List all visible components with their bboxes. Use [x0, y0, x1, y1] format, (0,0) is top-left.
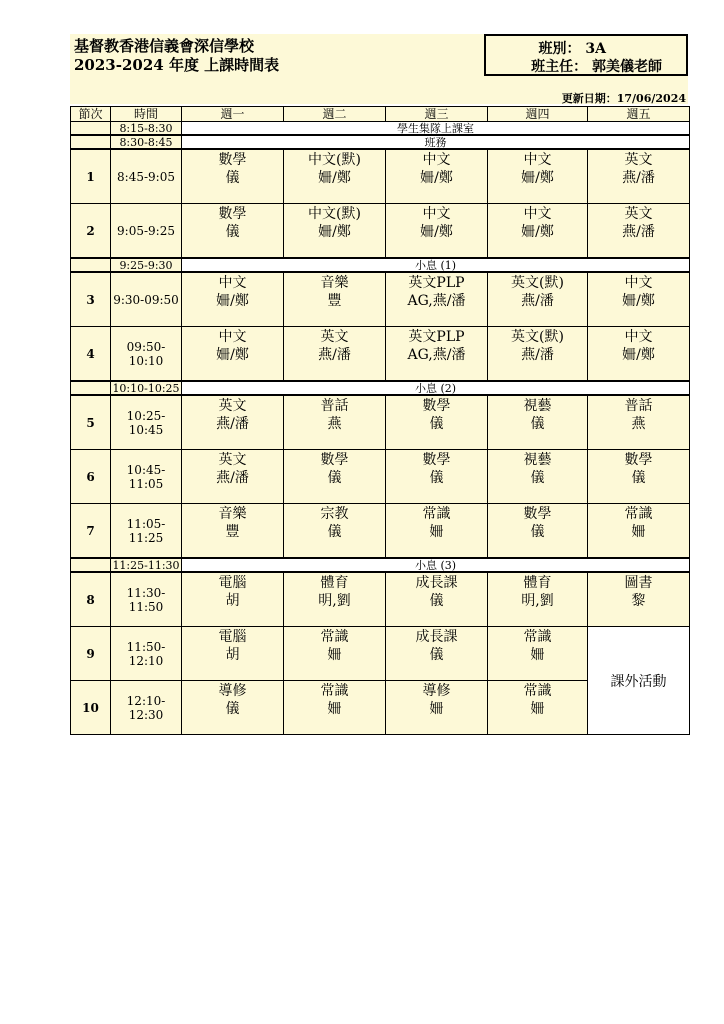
- teacher-name: 明,劉: [521, 593, 554, 609]
- period-number-cell: 9: [71, 627, 111, 681]
- time-cell: 10:25-10:45: [111, 395, 182, 450]
- subject-cell: [488, 149, 588, 204]
- subject-name: 普話: [624, 398, 653, 414]
- teacher-name: 姍: [429, 701, 444, 717]
- lesson-row: [71, 204, 690, 259]
- teacher-name: 姍/鄭: [318, 170, 351, 186]
- time-cell: 10:45-11:05: [111, 450, 182, 504]
- teacher-name: 儀: [429, 470, 444, 486]
- subject-name: 英文PLP: [408, 275, 465, 291]
- extracurricular-cell: 課外活動: [588, 627, 690, 735]
- period-number-cell: 10: [71, 681, 111, 735]
- subject-cell: [182, 272, 284, 327]
- period-number-cell: [71, 258, 111, 272]
- column-header: 週四: [488, 107, 588, 122]
- time-cell: 9:30-09:50: [111, 272, 182, 327]
- subject-name: 視藝: [523, 398, 552, 414]
- subject-name: 普話: [320, 398, 349, 414]
- period-number-cell: [71, 381, 111, 395]
- subject-cell: [182, 681, 284, 735]
- lesson-row: [71, 450, 690, 504]
- subject-cell: [386, 572, 488, 627]
- break-row: [71, 135, 690, 149]
- subject-cell: [284, 627, 386, 681]
- subject-cell: [488, 627, 588, 681]
- subject-cell: [588, 395, 690, 450]
- subject-cell: [488, 681, 588, 735]
- time-cell: 10:10-10:25: [112, 381, 180, 395]
- subject-cell: [182, 204, 284, 259]
- lesson-row: [71, 504, 690, 559]
- period-number-cell: [71, 122, 111, 136]
- break-label: 學生集隊上課室: [182, 122, 690, 136]
- subject-cell: [488, 204, 588, 259]
- time-cell: 11:25-11:30: [112, 558, 180, 572]
- subject-name: 數學: [624, 452, 653, 468]
- teacher-name: 燕/潘: [622, 224, 655, 240]
- time-cell: 09:50-10:10: [111, 327, 182, 382]
- subject-name: 英文PLP: [408, 329, 465, 345]
- time-cell: 12:10-12:30: [111, 681, 182, 735]
- break-row: [71, 558, 690, 572]
- period-number-cell: 2: [71, 204, 111, 259]
- subject-name: 導修: [218, 683, 247, 699]
- lesson-row: [71, 149, 690, 204]
- subject-name: 數學: [422, 452, 451, 468]
- subject-cell: [182, 572, 284, 627]
- break-row: [71, 381, 690, 395]
- teacher-name: 燕/潘: [521, 293, 554, 309]
- time-cell: 8:15-8:30: [111, 122, 182, 136]
- subject-cell: [284, 272, 386, 327]
- teacher-name: 豐: [327, 293, 342, 309]
- break-row: [71, 258, 690, 272]
- teacher-name: 儀: [530, 524, 545, 540]
- subject-name: 電腦: [218, 629, 247, 645]
- update-date: 更新日期：17/06/2024: [561, 92, 686, 105]
- subject-cell: [588, 450, 690, 504]
- teacher-label: 班主任：: [531, 59, 588, 75]
- school-name: 基督教香港信義會深信學校: [74, 37, 255, 55]
- break-label: 班務: [182, 135, 690, 149]
- subject-cell: [284, 681, 386, 735]
- subject-cell: [182, 327, 284, 382]
- teacher-name: 燕: [631, 416, 646, 432]
- subject-name: 體育: [523, 575, 552, 591]
- break-label: 小息 (3): [182, 558, 690, 572]
- teacher-row: [531, 56, 662, 76]
- subject-name: 數學: [218, 206, 247, 222]
- subject-name: 音樂: [218, 506, 247, 522]
- teacher-name: 儀: [327, 524, 342, 540]
- teacher-name: 儀: [530, 470, 545, 486]
- subject-name: 常識: [624, 506, 653, 522]
- lesson-row: [71, 572, 690, 627]
- teacher-name: 儀: [225, 701, 240, 717]
- period-number-cell: [71, 135, 111, 149]
- time-cell: 9:05-9:25: [111, 204, 182, 259]
- subject-name: 宗教: [320, 506, 349, 522]
- teacher-name: 儀: [530, 416, 545, 432]
- subject-cell: [284, 450, 386, 504]
- subject-name: 英文(默): [511, 329, 564, 345]
- subject-cell: [284, 204, 386, 259]
- teacher-name: AG,燕/潘: [407, 347, 466, 363]
- subject-name: 中文(默): [308, 152, 361, 168]
- subject-cell: [488, 450, 588, 504]
- column-header: 時間: [111, 107, 182, 122]
- teacher-name: 姍/鄭: [622, 293, 655, 309]
- break-row: [71, 122, 690, 136]
- subject-name: 體育: [320, 575, 349, 591]
- subject-name: 中文(默): [308, 206, 361, 222]
- teacher-name: 黎: [631, 593, 646, 609]
- subject-name: 英文: [624, 152, 653, 168]
- column-header: 週二: [284, 107, 386, 122]
- subject-name: 中文: [422, 152, 451, 168]
- subject-cell: [588, 504, 690, 559]
- teacher-name: 胡: [225, 647, 240, 663]
- period-number-cell: 4: [71, 327, 111, 382]
- subject-cell: [182, 149, 284, 204]
- time-cell: 8:30-8:45: [111, 135, 182, 149]
- subject-name: 中文: [523, 152, 552, 168]
- subject-name: 中文: [422, 206, 451, 222]
- teacher-name: 姍/鄭: [420, 224, 453, 240]
- period-number-cell: 7: [71, 504, 111, 559]
- teacher-name: 燕/潘: [318, 347, 351, 363]
- subject-cell: [284, 327, 386, 382]
- subject-cell: [386, 272, 488, 327]
- subject-name: 常識: [320, 629, 349, 645]
- subject-cell: [588, 272, 690, 327]
- subject-name: 電腦: [218, 575, 247, 591]
- period-number-cell: [71, 558, 111, 572]
- teacher-value: 郭美儀老師: [592, 59, 662, 75]
- teacher-name: 燕/潘: [216, 416, 249, 432]
- teacher-name: 儀: [631, 470, 646, 486]
- class-value: 3A: [585, 41, 606, 57]
- teacher-name: 豐: [225, 524, 240, 540]
- subject-name: 數學: [422, 398, 451, 414]
- teacher-name: 儀: [429, 593, 444, 609]
- column-header: 節次: [71, 107, 111, 122]
- teacher-name: 姍/鄭: [521, 170, 554, 186]
- subject-name: 中文: [624, 275, 653, 291]
- subject-name: 成長課: [415, 575, 458, 591]
- column-header: 週一: [182, 107, 284, 122]
- timetable-title: 2023-2024 年度 上課時間表: [74, 56, 280, 74]
- teacher-name: 燕/潘: [521, 347, 554, 363]
- teacher-name: 姍/鄭: [216, 293, 249, 309]
- teacher-name: 姍: [327, 647, 342, 663]
- subject-cell: [284, 504, 386, 559]
- time-cell: 8:45-9:05: [111, 149, 182, 204]
- teacher-name: AG,燕/潘: [407, 293, 466, 309]
- teacher-name: 儀: [225, 170, 240, 186]
- teacher-name: 燕/潘: [622, 170, 655, 186]
- header-row: [71, 107, 690, 122]
- class-info-box: [484, 34, 688, 76]
- teacher-name: 儀: [225, 224, 240, 240]
- teacher-name: 姍/鄭: [521, 224, 554, 240]
- time-cell: 11:50-12:10: [111, 627, 182, 681]
- teacher-name: 胡: [225, 593, 240, 609]
- subject-name: 視藝: [523, 452, 552, 468]
- teacher-name: 姍: [429, 524, 444, 540]
- teacher-name: 燕/潘: [216, 470, 249, 486]
- lesson-row: [71, 627, 690, 681]
- subject-cell: [488, 395, 588, 450]
- subject-cell: [386, 395, 488, 450]
- subject-name: 英文: [624, 206, 653, 222]
- column-header: 週五: [588, 107, 690, 122]
- subject-name: 中文: [218, 275, 247, 291]
- subject-name: 中文: [523, 206, 552, 222]
- lesson-row: [71, 395, 690, 450]
- column-header: 週三: [386, 107, 488, 122]
- subject-name: 成長課: [415, 629, 458, 645]
- subject-cell: [588, 204, 690, 259]
- subject-cell: [182, 627, 284, 681]
- subject-cell: [386, 204, 488, 259]
- subject-cell: [488, 272, 588, 327]
- lesson-row: [71, 327, 690, 382]
- teacher-name: 儀: [429, 647, 444, 663]
- subject-name: 數學: [523, 506, 552, 522]
- timetable: [70, 106, 690, 735]
- subject-cell: [588, 149, 690, 204]
- subject-cell: [588, 327, 690, 382]
- subject-name: 常識: [320, 683, 349, 699]
- teacher-name: 儀: [327, 470, 342, 486]
- lesson-row: [71, 272, 690, 327]
- subject-cell: [284, 149, 386, 204]
- subject-name: 常識: [523, 629, 552, 645]
- teacher-name: 姍: [327, 701, 342, 717]
- subject-name: 導修: [422, 683, 451, 699]
- break-label: 小息 (1): [182, 258, 690, 272]
- period-number-cell: 3: [71, 272, 111, 327]
- subject-cell: [386, 450, 488, 504]
- subject-cell: [386, 504, 488, 559]
- teacher-name: 儀: [429, 416, 444, 432]
- break-label: 小息 (2): [182, 381, 690, 395]
- subject-name: 數學: [320, 452, 349, 468]
- class-row: [539, 38, 606, 58]
- class-label: 班別：: [538, 41, 581, 57]
- subject-name: 英文: [320, 329, 349, 345]
- teacher-name: 明,劉: [318, 593, 351, 609]
- subject-cell: [182, 504, 284, 559]
- subject-name: 音樂: [320, 275, 349, 291]
- period-number-cell: 5: [71, 395, 111, 450]
- subject-cell: [488, 327, 588, 382]
- subject-name: 中文: [624, 329, 653, 345]
- subject-name: 英文: [218, 452, 247, 468]
- period-number-cell: 1: [71, 149, 111, 204]
- subject-name: 常識: [422, 506, 451, 522]
- teacher-name: 姍: [530, 647, 545, 663]
- time-cell: 11:05-11:25: [111, 504, 182, 559]
- subject-cell: [284, 572, 386, 627]
- time-cell: 11:30-11:50: [111, 572, 182, 627]
- subject-cell: [588, 572, 690, 627]
- subject-name: 英文(默): [511, 275, 564, 291]
- teacher-name: 姍/鄭: [318, 224, 351, 240]
- teacher-name: 燕: [327, 416, 342, 432]
- subject-cell: [386, 149, 488, 204]
- subject-name: 中文: [218, 329, 247, 345]
- time-cell: 9:25-9:30: [111, 258, 182, 272]
- period-number-cell: 6: [71, 450, 111, 504]
- teacher-name: 姍: [530, 701, 545, 717]
- subject-name: 常識: [523, 683, 552, 699]
- subject-name: 數學: [218, 152, 247, 168]
- subject-cell: [182, 450, 284, 504]
- subject-cell: [182, 395, 284, 450]
- subject-cell: [386, 327, 488, 382]
- teacher-name: 姍: [631, 524, 646, 540]
- teacher-name: 姍/鄭: [420, 170, 453, 186]
- subject-cell: [386, 681, 488, 735]
- subject-name: 圖書: [624, 575, 653, 591]
- subject-cell: [488, 504, 588, 559]
- period-number-cell: 8: [71, 572, 111, 627]
- subject-cell: [284, 395, 386, 450]
- subject-cell: [386, 627, 488, 681]
- teacher-name: 姍/鄭: [622, 347, 655, 363]
- subject-cell: [488, 572, 588, 627]
- teacher-name: 姍/鄭: [216, 347, 249, 363]
- subject-name: 英文: [218, 398, 247, 414]
